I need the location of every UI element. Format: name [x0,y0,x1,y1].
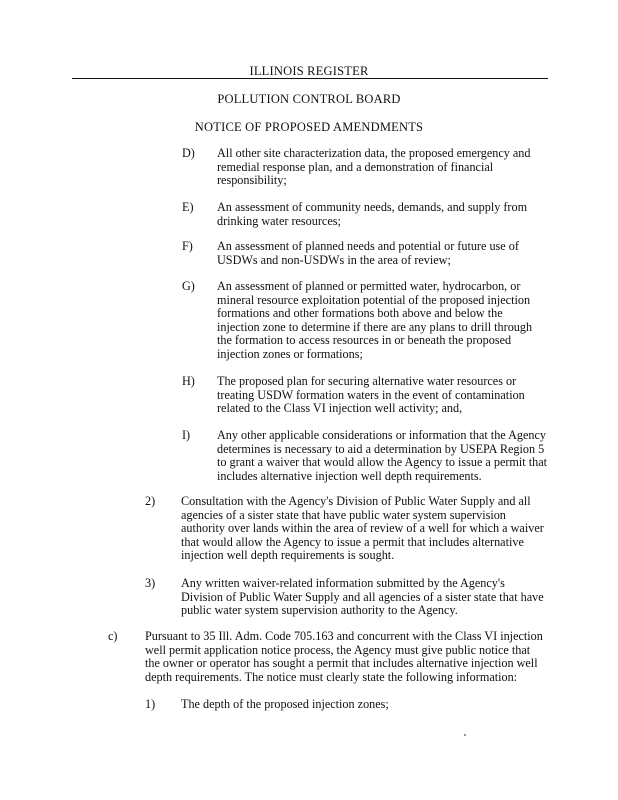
register-title: ILLINOIS REGISTER [249,64,369,78]
item-label-1: 1) [145,697,156,711]
item-text-3: Any written waiver-related information submitted by the Agency's Division of Public Water Supply and all agencies of a sister state that have public water system supervision authority to the Agency. [181,576,544,618]
item-label-3: 3) [145,576,156,590]
item-label-h: H) [182,374,195,388]
item-label-i: I) [182,428,191,442]
header-rule [72,78,548,79]
board-title: POLLUTION CONTROL BOARD [217,92,401,106]
item-text-h: The proposed plan for securing alternative water resources or treating USDW formation waters in the event of contamination related to the Class VI injection well activity; and, [217,374,525,416]
item-text-c: Pursuant to 35 Ill. Adm. Code 705.163 and concurrent with the Class VI injection well permit application notice process, the Agency must give public notice that the owner or operator has sought a permit that includes alternative injection well depth requirements. The notice must clearly state the following information: [145,629,543,684]
item-label-g: G) [182,279,195,293]
item-label-e: E) [182,200,194,214]
item-label-f: F) [182,239,193,253]
item-text-2: Consultation with the Agency's Division of Public Water Supply and all agencies of a sister state that have public water system supervision authority over lands within the area of review of a well for which a waiver that would allow the Agency to issue a permit that includes alternative injection well depth requirements is sought. [181,494,544,563]
item-text-e: An assessment of community needs, demands, and supply from drinking water resources; [217,200,528,228]
item-text-i: Any other applicable considerations or information that the Agency determines is necessary to aid a determination by USEPA Region 5 to grant a waiver that would allow the Agency to issue a permit that includes alternative injection well depth requirements. [217,428,547,483]
item-text-d: All other site characterization data, the proposed emergency and remedial response plan, and a demonstration of financial responsibility; [217,146,531,188]
item-label-d: D) [182,146,195,160]
scan-speck [464,734,466,736]
item-label-2: 2) [145,494,156,508]
item-text-g: An assessment of planned or permitted water, hydrocarbon, or mineral resource exploitation potential of the proposed injection formations and other formations both above and below the injection zone to determine if there are any plans to drill through the formation to access resources in or beneath the proposed injection zones or formations; [217,279,533,361]
item-text-1: The depth of the proposed injection zones; [181,697,389,711]
item-label-c: c) [108,629,118,643]
item-text-f: An assessment of planned needs and potential or future use of USDWs and non-USDWs in the area of review; [217,239,519,267]
notice-title: NOTICE OF PROPOSED AMENDMENTS [194,120,424,134]
